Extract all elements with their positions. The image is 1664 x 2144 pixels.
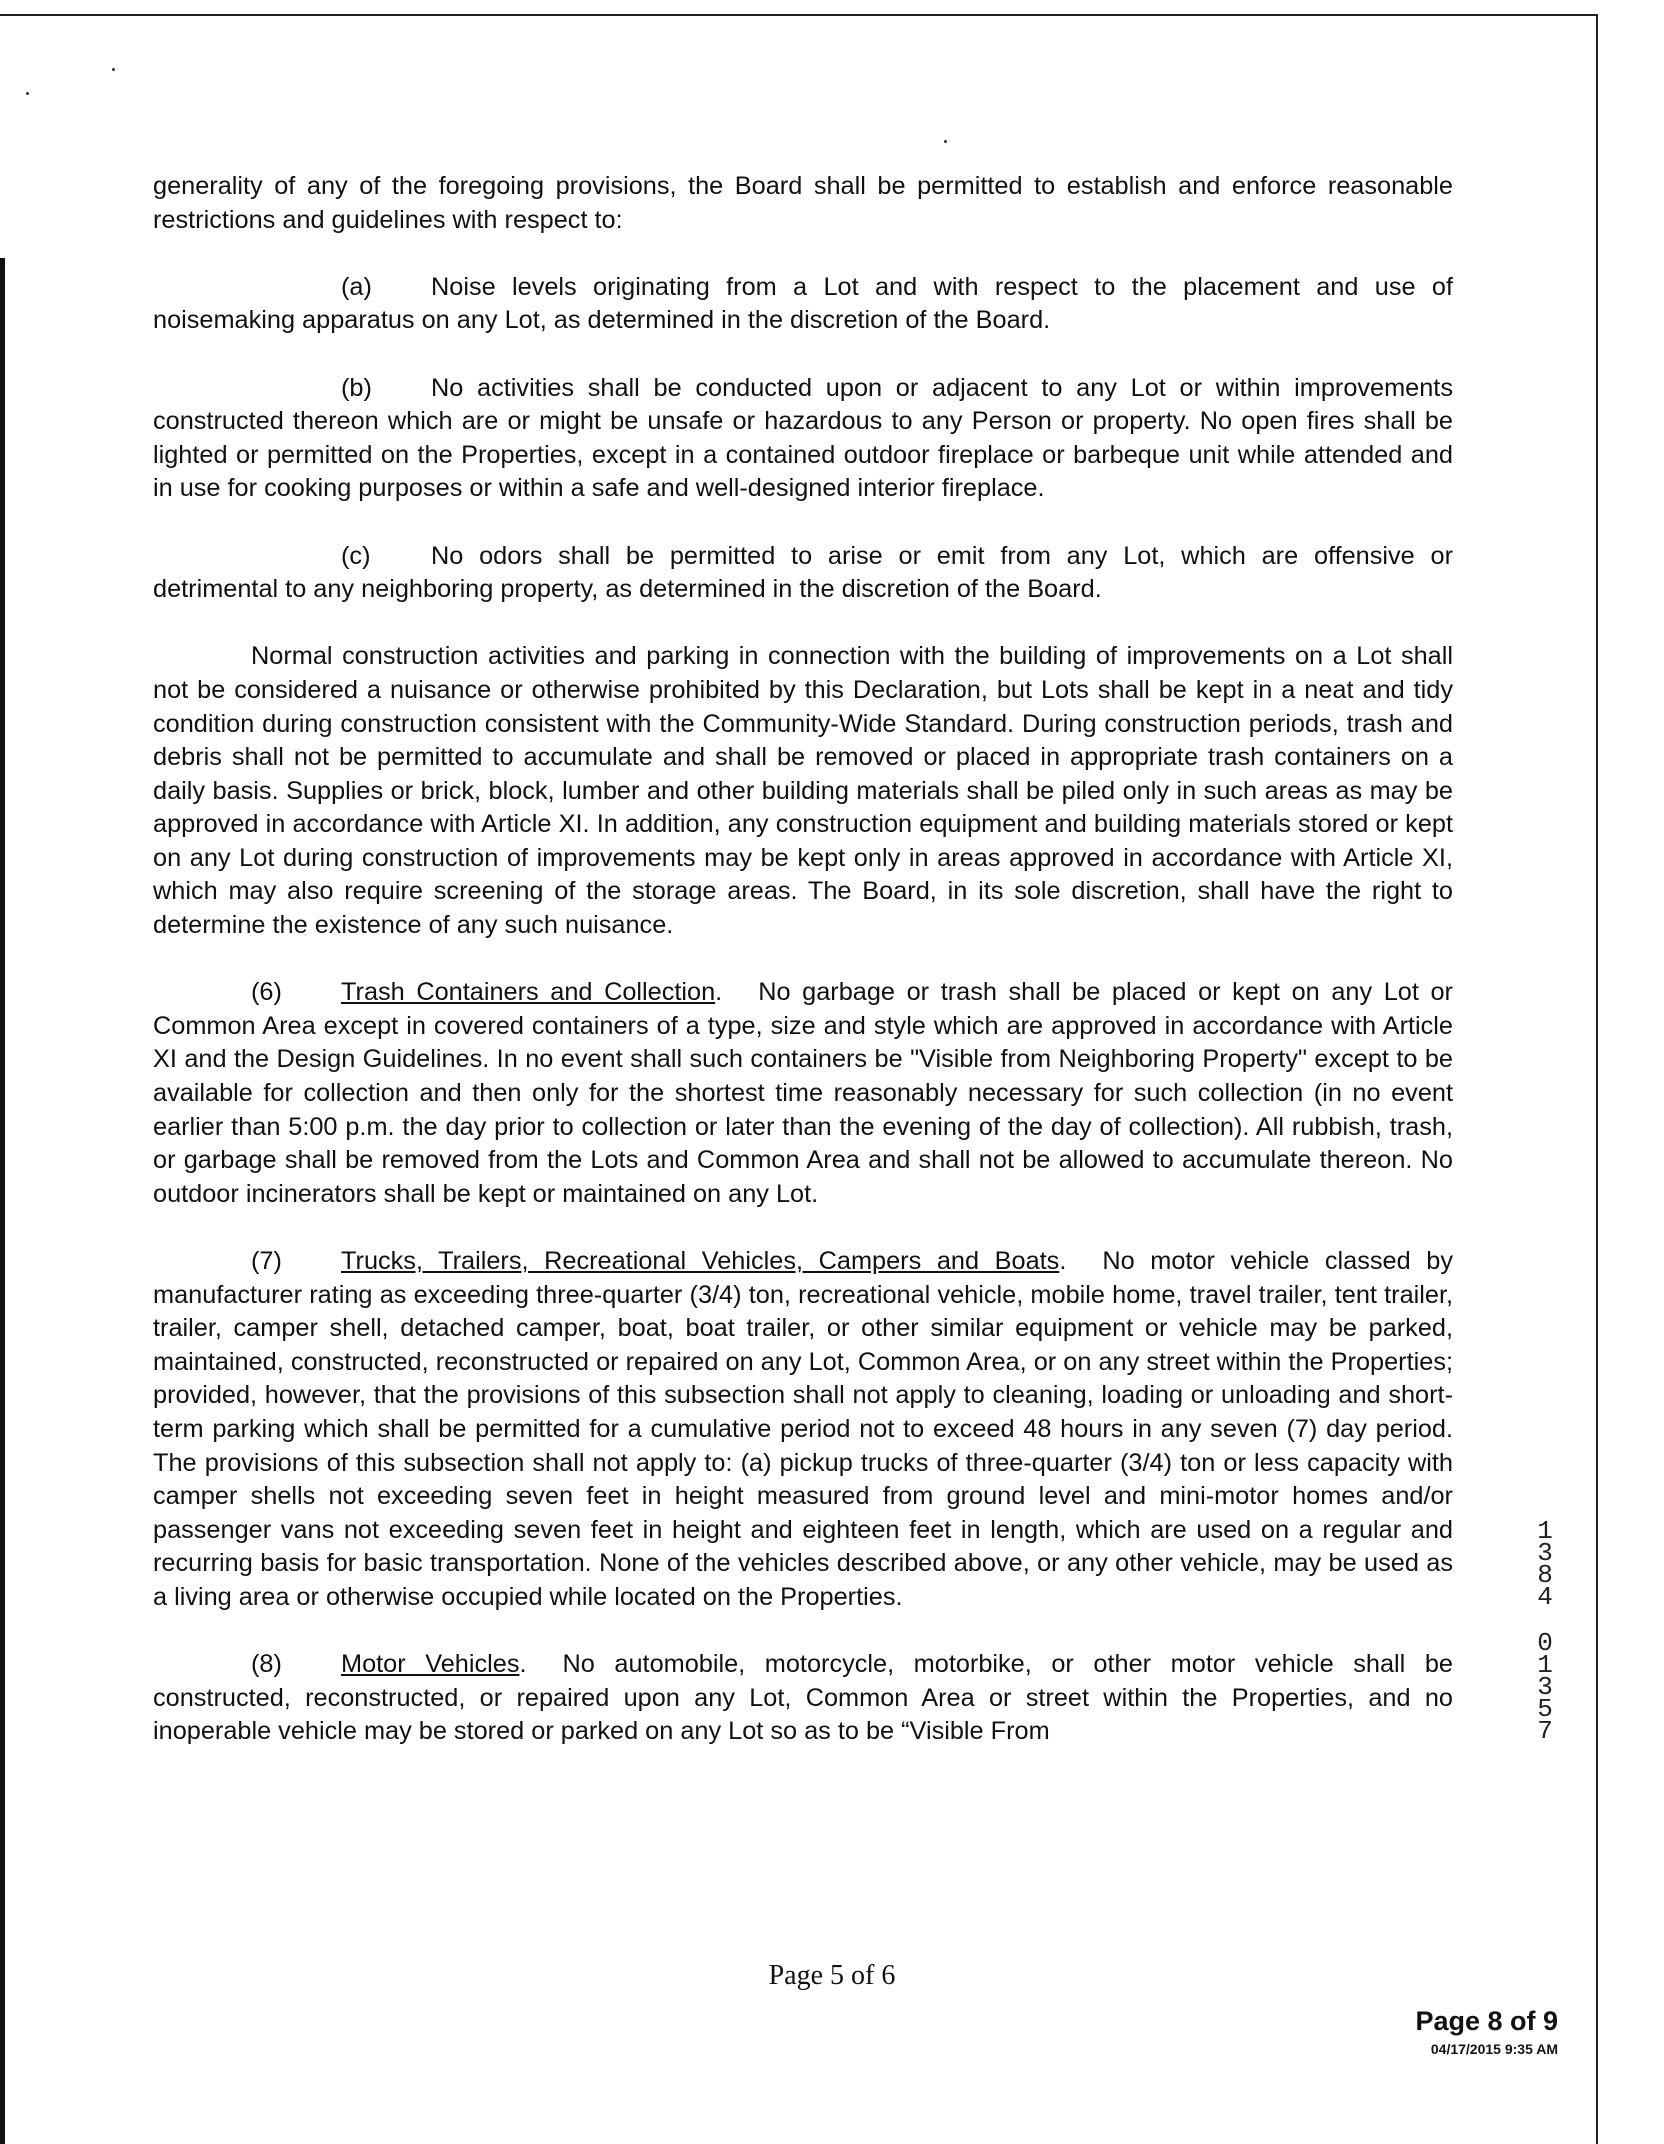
construction-paragraph: Normal construction activities and parking in connection with the building of improvements on a Lot shall not be considered a nuisance or otherwise prohibited by this Declaration, but Lots shall be kept in a neat and tidy condition during construction consistent with the Community-Wide Standard. During construction periods, trash and debris shall not be permitted to accumulate and shall be removed or placed in appropriate trash containers on a daily basis. Supplies or brick, block, lumber and other building materials shall be piled only in such areas as may be approved in accordance with Article XI. In addition, any construction equipment and building materials stored or kept on any Lot during construction of improvements may be kept only in areas approved in accordance with Article XI, which may also require screening of the storage areas. The Board, in its sole discretion, shall have the right to determine the existence of any such nuisance. — [153, 642, 1453, 940]
recording-digit: 0 — [1537, 1628, 1553, 1658]
section-8: (8) Motor Vehicles. No automobile, motorcycle, motorbike, or other motor vehicle shall be constructed, reconstructed, or repaired upon any Lot, Common Area or street within the Properties, and no inoperable vehicle may be stored or parked on any Lot so as to be “Visible From — [153, 1650, 1453, 1746]
recording-digit: 1 — [1537, 1650, 1553, 1680]
scan-edge-left — [0, 258, 5, 2144]
recording-digit: 1 — [1537, 1516, 1553, 1546]
section-heading: Trucks, Trailers, Recreational Vehicles, Campers and Boats — [341, 1247, 1060, 1275]
subsection-text: No odors shall be permitted to arise or emit from any Lot, which are offensive or detrimental to any neighboring property, as determined in the discretion of the Board. — [153, 541, 1453, 604]
recording-stamp-datetime: 04/17/2015 9:35 AM — [1430, 2041, 1558, 2057]
subsection-text: No activities shall be conducted upon or adjacent to any Lot or within improvements constructed thereon which are or might be unsafe or hazardous to any Person or property. No open fires shall be lighted or permitted on the Properties, except in a contained outdoor fireplace or barbeque unit while attended and in use for cooking purposes or within a safe and well-designed interior fireplace. — [153, 373, 1453, 503]
scan-edge-right — [1596, 14, 1598, 2144]
subsection-number: (b) — [341, 373, 372, 402]
section-number: (8) — [251, 1650, 282, 1679]
section-text: No garbage or trash shall be placed or kept on any Lot or Common Area except in covered containers of a type, size and style which are approved in accordance with Article XI and the Design Guidelines. In no event shall such containers be "Visible from Neighboring Property" except to be available for collection and then only for the shortest time reasonably necessary for such collection (in no event earlier than 5:00 p.m. the day prior to collection or later than the evening of the day of collection). All rubbish, trash, or garbage shall be removed from the Lots and Common Area and shall not be allowed to accumulate thereon. No outdoor incinerators shall be kept or maintained on any Lot. — [153, 978, 1453, 1208]
page-number: Page 5 of 6 — [768, 1960, 896, 1991]
subsection-a — [153, 271, 1453, 338]
recording-digit: 3 — [1537, 1538, 1553, 1568]
document-body — [153, 170, 1453, 1783]
recording-digit: 4 — [1537, 1582, 1553, 1612]
scan-speck — [112, 68, 115, 71]
scan-speck — [944, 140, 947, 143]
recording-digit: 3 — [1537, 1672, 1553, 1702]
subsection-c — [153, 540, 1453, 607]
scan-speck — [26, 92, 29, 95]
subsection-b — [153, 372, 1453, 506]
section-text: No automobile, motorcycle, motorbike, or other motor vehicle shall be constructed, reconstructed, or repaired upon any Lot, Common Area or street within the Properties, and no inoperable vehicle may be stored or parked on any Lot so as to be “Visible From — [153, 1650, 1453, 1746]
section-number: (7) — [251, 1247, 282, 1275]
section-heading: Motor Vehicles — [341, 1650, 520, 1679]
section-number: (6) — [251, 978, 282, 1007]
recording-digit: 7 — [1537, 1716, 1553, 1746]
subsection-number: (a) — [341, 272, 372, 301]
section-heading: Trash Containers and Collection — [341, 978, 716, 1007]
subsection-number: (c) — [341, 541, 371, 570]
intro-paragraph: generality of any of the foregoing provisions, the Board shall be permitted to establish and enforce reasonable restrictions and guidelines with respect to: — [153, 172, 1453, 234]
recording-number — [1530, 1516, 1560, 1746]
section-6: (6) Trash Containers and Collection. No garbage or trash shall be placed or kept on any Lot or Common Area except in covered containers of a type, size and style which are approved in accordance with Article XI and the Design Guidelines. In no event shall such containers be "Visible from Neighboring Property" except to be available for collection and then only for the shortest time reasonably necessary for such collection (in no event earlier than 5:00 p.m. the day prior to collection or later than the evening of the day of collection). All rubbish, trash, or garbage shall be removed from the Lots and Common Area and shall not be allowed to accumulate thereon. No outdoor incinerators shall be kept or maintained on any Lot. — [153, 978, 1453, 1208]
subsection-text: Noise levels originating from a Lot and with respect to the placement and use of noisemaking apparatus on any Lot, as determined in the discretion of the Board. — [153, 272, 1453, 335]
section-7: (7) Trucks, Trailers, Recreational Vehicles, Campers and Boats. No motor vehicle classed by manufacturer rating as exceeding three-quarter (3/4) ton, recreational vehicle, mobile home, travel trailer, tent trailer, trailer, camper shell, detached camper, boat, boat trailer, or other similar equipment or vehicle may be parked, maintained, constructed, reconstructed or repaired on any Lot, Common Area, or on any street within the Properties; provided, however, that the provisions of this subsection shall not apply to cleaning, loading or unloading and short-term parking which shall be permitted for a cumulative period not to exceed 48 hours in any seven (7) day period. The provisions of this subsection shall not apply to: (a) pickup trucks of three-quarter (3/4) ton or less capacity with camper shells not exceeding seven feet in height measured from ground level and mini-motor homes and/or passenger vans not exceeding seven feet in height and eighteen feet in length, which are used on a regular and recurring basis for basic transportation. None of the vehicles described above, or any other vehicle, may be used as a living area or otherwise occupied while located on the Properties. — [153, 1247, 1453, 1611]
scan-edge-top — [0, 14, 1598, 16]
recording-digit: 5 — [1537, 1694, 1553, 1724]
recording-digit: 8 — [1537, 1560, 1553, 1590]
section-text: No motor vehicle classed by manufacturer rating as exceeding three-quarter (3/4) ton, recreational vehicle, mobile home, travel trailer, tent trailer, trailer, camper shell, detached camper, boat, boat trailer, or other similar equipment or vehicle may be parked, maintained, constructed, reconstructed or repaired on any Lot, Common Area, or on any street within the Properties; provided, however, that the provisions of this subsection shall not apply to cleaning, loading or unloading and short-term parking which shall be permitted for a cumulative period not to exceed 48 hours in any seven (7) day period. The provisions of this subsection shall not apply to: (a) pickup trucks of three-quarter (3/4) ton or less capacity with camper shells not exceeding seven feet in height measured from ground level and mini-motor homes and/or passenger vans not exceeding seven feet in height and eighteen feet in length, which are used on a regular and recurring basis for basic transportation. None of the vehicles described above, or any other vehicle, may be used as a living area or otherwise occupied while located on the Properties. — [153, 1247, 1453, 1611]
recording-stamp-page: Page 8 of 9 — [1415, 2006, 1558, 2036]
